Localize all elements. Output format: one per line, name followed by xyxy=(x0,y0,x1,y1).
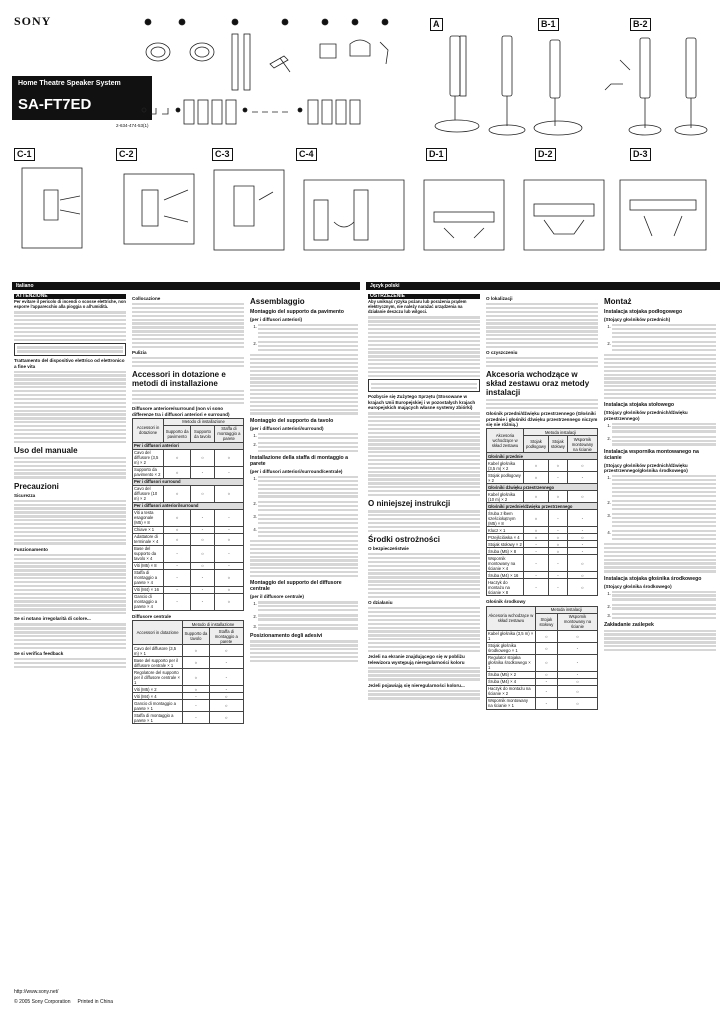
front-accessories-table: Accessori in dotazione Metodo di installazione Supporto da pavimento Supporto da tavolo Staffa di montaggio a parete Per i diffusori anteriori Cavo del diffusore (3,5 m) × 2 ○ ○ ○ Supporto da pavimento × 2 ○ - - Per i diffusori surround Cavo del diffusore (10 m) × 2 ○ ○ ○ Per i diffusori anteriori/surround Viti a testa esagonale (M5) × 8 ○ - - Chiave × 1 ○ - - Adattatore di terminale × 4 ○ ○ ○ Base del supporto da tavolo × 4 - ○ - Viti (M5) × 8 - ○ - Staffa di montaggio a parete × 4 - - ○ Viti (M4) × 16 - - ○ Gancio di montaggio a parete × 4 - - ○ xyxy=(132,418,244,611)
pl-pads-title: Zakładanie zaślepek xyxy=(604,621,654,628)
italian-column-2 xyxy=(132,294,244,984)
table-cell: - xyxy=(164,586,191,593)
table-row xyxy=(133,562,244,569)
language-bar-italian: Italiano xyxy=(12,282,360,290)
table-stand-sub: (per i diffusori anteriori/surround) xyxy=(250,425,324,431)
table-cell: - xyxy=(191,466,215,478)
center-table-title: Diffusore centrale xyxy=(132,613,172,619)
table-cell: ○ xyxy=(183,669,209,686)
table-cell: - xyxy=(191,526,215,533)
table-section-label: Per i diffusori surround xyxy=(133,478,244,485)
table-cell: ○ xyxy=(524,534,549,541)
pl-floor-sub: (Stojący głośników przednich) xyxy=(604,317,671,322)
table-cell: - xyxy=(548,472,567,484)
figure-tag-c2: C-2 xyxy=(116,148,137,161)
pl-front-table-title: Głośnik przedni/dźwięku przestrzennego (Głośniki przednie i głośniki dźwięku przestrzennego niczym się nie różnią.) xyxy=(486,411,598,428)
table-cell: - xyxy=(567,472,597,484)
title-bar xyxy=(12,76,152,120)
table-row xyxy=(133,645,244,657)
figure-tag-d3: D-3 xyxy=(630,148,651,161)
product-title: Uso del manuale xyxy=(14,445,78,455)
table-row-label: Chiave × 1 xyxy=(133,526,164,533)
table-row xyxy=(487,678,598,685)
figure-tag-b1: B-1 xyxy=(538,18,559,31)
table-cell: - xyxy=(183,693,209,700)
table-cell: ○ xyxy=(548,541,567,548)
table-row-label: Viti (M5) × 2 xyxy=(133,686,183,693)
printed-in: Printed in China xyxy=(77,999,114,1005)
pl-table-title: Instalacja stojaka stołowego xyxy=(604,402,675,409)
table-row xyxy=(133,657,244,669)
table-cell: ○ xyxy=(183,645,209,657)
pl-warning-text: Aby uniknąć ryzyka pożaru lub porażenia prądem elektrycznym, nie należy narażać urządzenia na działanie deszczu lub wilgoci. xyxy=(368,299,467,315)
table-row xyxy=(487,527,598,534)
table-cell: - xyxy=(557,642,597,654)
color-irregularity-title: Se si notano irregolarità di colore... xyxy=(14,616,91,622)
polish-column-1 xyxy=(368,294,480,984)
table-row-label: Viti a testa esagonale (M5) × 8 xyxy=(133,509,164,526)
table-row xyxy=(133,449,244,466)
table-cell: - xyxy=(557,671,597,678)
table-row-label: Haczyk do montażu na ścianie × 2 xyxy=(487,685,536,697)
table-cell: ○ xyxy=(548,460,567,472)
pl-front-accessories-table: Akcesoria wchodzące w skład zestawu Metoda instalacji Stojak podłogowy Stojak stołowy Wspornik montowany na ścianie Głośniki przednie Kabel głośnika (3,5 m) × 2 ○ ○ ○ Stojak podłogowy × 2 ○ - - Głośniki dźwięku przestrzennego Kabel głośnika (10 m) × 2 ○ ○ ○ Głośniki przednie/dźwięku przestrzennego Śruba z łbem sześciokątnym (M5) × 8 ○ - - Klucz × 1 ○ - - Przejściówka × 4 ○ ○ ○ Stojak stołowy × 2 - ○ - Śruba (M5) × 8 - ○ - Wspornik montowany na ścianie × 4 - - ○ Śruba (M4) × 16 - - ○ Haczyk do montażu na ścianie × 8 - - ○ xyxy=(486,428,598,596)
table-cell: ○ xyxy=(191,533,215,545)
table-cell: ○ xyxy=(557,685,597,697)
warning-text: Per evitare il pericolo di incendi o scosse elettriche, non esporre l'apparecchio alla pioggia o all'umidità. xyxy=(14,299,126,310)
center-accessories-table: Accessori in dotazione Metodo di installazione Supporto da tavolo Staffa di montaggio a parete Cavo del diffusore (3,5 m) × 1 ○ ○ Base del supporto per il diffusore centrale × 1 ○ - Regolatore del supporto per il diffusore centrale × 1 ○ - Viti (M5) × 2 ○ - Viti (M4) × 4 - ○ Gancio di montaggio a parete × 1 - ○ Staffa di montaggio a parete × 1 - ○ xyxy=(132,620,244,724)
table-row-label: Śruba (M5) × 8 xyxy=(487,548,524,555)
table-row xyxy=(133,700,244,712)
table-row-label: Gancio di montaggio a parete × 1 xyxy=(133,700,183,712)
cleaning-title: Pulizia xyxy=(132,350,147,356)
table-cell: ○ xyxy=(214,586,243,593)
table-row-label: Staffa di montaggio a parete × 4 xyxy=(133,569,164,586)
table-stand-title: Montaggio del supporto da tavolo xyxy=(250,417,334,424)
pl-precautions-title: Środki ostrożności xyxy=(368,534,441,544)
assembly-title: Assemblaggio xyxy=(250,297,305,306)
table-row-label: Adattatore di terminale × 4 xyxy=(133,533,164,545)
table-row xyxy=(133,693,244,700)
table-cell: - xyxy=(548,510,567,527)
table-cell: - xyxy=(214,562,243,569)
accessories-illustration xyxy=(140,14,420,134)
pl-wall-sub: (Stojący głośników przednich/dźwięku przestrzennego/głośnika środkowego) xyxy=(604,462,688,474)
table-row xyxy=(133,686,244,693)
table-row-label: Regulator stojaka głośnika środkowego × 1 xyxy=(487,654,536,671)
pl-cleaning-title: O czyszczeniu xyxy=(486,350,518,356)
table-cell: ○ xyxy=(164,466,191,478)
language-bar-polish: Język polski xyxy=(366,282,720,290)
table-cell: - xyxy=(214,526,243,533)
table-cell: ○ xyxy=(214,593,243,610)
table-cell: - xyxy=(164,562,191,569)
table-cell: ○ xyxy=(164,509,191,526)
table-cell: - xyxy=(548,527,567,534)
table-row xyxy=(133,466,244,478)
table-row-label: Viti (M4) × 4 xyxy=(133,693,183,700)
table-row-label: Wspornik montowany na ścianie × 1 xyxy=(487,697,536,709)
document-subtitle: Home Theatre Speaker System xyxy=(18,80,121,87)
table-cell: ○ xyxy=(567,555,597,572)
floor-stand-title: Montaggio del supporto da pavimento xyxy=(250,309,344,315)
installation-title: Collocazione xyxy=(132,296,161,301)
table-cell: - xyxy=(209,669,243,686)
table-row xyxy=(133,669,244,686)
table-cell: - xyxy=(535,685,557,697)
table-section-label: Per i diffusori anteriori xyxy=(133,442,244,449)
table-cell: - xyxy=(183,712,209,724)
table-cell: ○ xyxy=(535,654,557,671)
table-cell: - xyxy=(164,593,191,610)
pl-wall-title: Instalacja wspornika montowanego na ścianie xyxy=(604,448,699,461)
table-row-label: Regolatore del supporto per il diffusore centrale × 1 xyxy=(133,669,183,686)
table-row-label: Base del supporto per il diffusore centrale × 1 xyxy=(133,657,183,669)
table-cell: ○ xyxy=(548,534,567,541)
table-row xyxy=(133,533,244,545)
table-cell: ○ xyxy=(191,485,215,502)
table-row-label: Viti (M5) × 8 xyxy=(133,562,164,569)
pl-center-table-title: Głośnik środkowy xyxy=(486,599,526,605)
table-section-label: Per i diffusori anteriori/surround xyxy=(133,502,244,509)
table-cell: ○ xyxy=(209,712,243,724)
center-stand-title: Montaggio del supporto del diffusore centrale xyxy=(250,580,342,593)
table-cell: - xyxy=(524,548,549,555)
table-section-row xyxy=(133,478,244,485)
table-row-label: Śruba (M4) × 16 xyxy=(487,572,524,579)
table-cell: - xyxy=(191,586,215,593)
table-cell: ○ xyxy=(524,460,549,472)
pl-operation-subtitle: O działaniu xyxy=(368,600,393,606)
table-row-label: Śruba (M4) × 4 xyxy=(487,678,536,685)
howling-title: Se si verifica feedback xyxy=(14,651,64,657)
model-name: SA-FT7ED xyxy=(18,96,92,113)
table-cell: ○ xyxy=(209,700,243,712)
table-section-row xyxy=(133,502,244,509)
accessories-title: Accessori in dotazione e metodi di installazione xyxy=(132,370,226,389)
table-cell: ○ xyxy=(183,657,209,669)
table-row-label: Gancio di montaggio a parete × 4 xyxy=(133,593,164,610)
table-cell: ○ xyxy=(191,562,215,569)
table-cell: - xyxy=(214,509,243,526)
figure-tag-b2: B-2 xyxy=(630,18,651,31)
wall-bracket-sub: (per i diffusori anteriori/surround/centrale) xyxy=(250,468,343,474)
table-row xyxy=(487,510,598,527)
table-cell: ○ xyxy=(567,572,597,579)
pads-title: Posizionamento degli adesivi xyxy=(250,632,323,639)
brand-logo: SONY xyxy=(14,14,52,28)
pl-howl-title: Jeżeli pojawiają się nieregularności koloru... xyxy=(368,682,465,688)
table-section-label: Głośniki dźwięku przestrzennego xyxy=(487,484,598,491)
pl-accessories-title: Akcesoria wchodzące w skład zestawu oraz metody instalacji xyxy=(486,370,590,398)
figure-tag-d2: D-2 xyxy=(535,148,556,161)
table-row xyxy=(487,654,598,671)
table-cell: ○ xyxy=(164,449,191,466)
table-row xyxy=(487,534,598,541)
table-cell: - xyxy=(214,466,243,478)
table-cell: - xyxy=(548,572,567,579)
pl-location-title: O lokalizacji xyxy=(486,296,513,301)
table-cell: ○ xyxy=(214,485,243,502)
pl-floor-title: Instalacja stojaka podłogowego xyxy=(604,309,683,315)
safety-subtitle: Sicurezza xyxy=(14,492,36,498)
table-cell: - xyxy=(209,657,243,669)
table-row xyxy=(487,697,598,709)
table-row xyxy=(133,509,244,526)
table-row-label: Supporto da pavimento × 2 xyxy=(133,466,164,478)
table-row-label: Haczyk do montażu na ścianie × 8 xyxy=(487,579,524,596)
table-cell: ○ xyxy=(209,645,243,657)
operation-subtitle: Funzionamento xyxy=(14,546,48,552)
table-cell: ○ xyxy=(164,533,191,545)
table-cell: ○ xyxy=(567,460,597,472)
pl-color-title: Jeżeli na ekranie znajdującego się w pobliżu telewizora występują nieregularności koloru xyxy=(368,654,465,665)
table-cell: ○ xyxy=(191,545,215,562)
table-row-label: Kabel głośnika (10 m) × 2 xyxy=(487,491,524,503)
italian-column-3 xyxy=(250,294,358,984)
table-row xyxy=(133,526,244,533)
table-cell: - xyxy=(164,569,191,586)
figure-tag-c3: C-3 xyxy=(212,148,233,161)
table-cell: - xyxy=(548,579,567,596)
italian-column-1 xyxy=(14,294,126,984)
table-cell: ○ xyxy=(214,569,243,586)
table-row xyxy=(487,572,598,579)
table-row xyxy=(487,460,598,472)
table-cell: ○ xyxy=(567,534,597,541)
table-cell: ○ xyxy=(535,671,557,678)
table-row-label: Staffa di montaggio a parete × 1 xyxy=(133,712,183,724)
figure-tag-a: A xyxy=(430,18,443,31)
polish-column-2 xyxy=(486,294,598,984)
pl-assembly-title: Montaż xyxy=(604,297,632,306)
table-row xyxy=(133,586,244,593)
table-row-label: Wspornik montowany na ścianie × 4 xyxy=(487,555,524,572)
table-cell: ○ xyxy=(524,510,549,527)
table-cell: - xyxy=(524,541,549,548)
table-row xyxy=(133,545,244,562)
table-cell: ○ xyxy=(164,485,191,502)
table-section-row xyxy=(487,484,598,491)
table-row xyxy=(487,491,598,503)
table-cell: - xyxy=(191,569,215,586)
table-cell: ○ xyxy=(548,548,567,555)
pl-center-stand-title: Instalacja stojaka głośnika środkowego xyxy=(604,575,702,582)
table-cell: - xyxy=(191,593,215,610)
pl-product-title: O niniejszej instrukcji xyxy=(368,499,451,509)
table-row-label: Stojak stołowy × 2 xyxy=(488,541,522,547)
table-cell: ○ xyxy=(524,491,549,503)
table-cell: - xyxy=(524,579,549,596)
table-cell: ○ xyxy=(183,686,209,693)
center-stand-sub: (per il diffusore centrale) xyxy=(250,594,304,600)
table-row-label: Kabel głośnika (3,5 m) × 1 xyxy=(487,630,536,642)
copyright xyxy=(14,999,113,1005)
table-row-label: Stojak głośnika środkowego × 1 xyxy=(487,642,536,654)
table-cell: - xyxy=(183,700,209,712)
table-row xyxy=(133,712,244,724)
pl-center-accessories-table: Akcesoria wchodzące w skład zestawu Metoda instalacji Stojak stołowy Wspornik montowany na ścianie Kabel głośnika (3,5 m) × 1 ○ ○ Stojak głośnika środkowego × 1 ○ - Regulator stojaka głośnika środkowego × 1 ○ - Śruba (M5) × 2 ○ - Śruba (M4) × 4 - ○ Haczyk do montażu na ścianie × 2 - ○ Wspornik montowany na ścianie × 1 - ○ xyxy=(486,606,598,710)
table-cell: ○ xyxy=(548,491,567,503)
table-row xyxy=(487,630,598,642)
table-cell: - xyxy=(191,509,215,526)
speaker-assembly-illustration xyxy=(430,30,720,140)
table-section-row xyxy=(487,453,598,460)
pl-safety-subtitle: O bezpieczeństwie xyxy=(368,545,409,551)
table-row-label: Cavo del diffusore (3,5 m) × 1 xyxy=(133,645,183,657)
table-cell: - xyxy=(524,555,549,572)
figure-tag-d1: D-1 xyxy=(426,148,447,161)
table-cell: ○ xyxy=(214,449,243,466)
table-row-label: Cavo del diffusore (10 m) × 2 xyxy=(133,485,164,502)
part-number: 2-634-474-53(1) xyxy=(116,123,149,128)
figure-tag-c4: C-4 xyxy=(296,148,317,161)
table-cell: ○ xyxy=(209,693,243,700)
table-row xyxy=(133,569,244,586)
table-cell: ○ xyxy=(524,472,549,484)
table-cell: - xyxy=(567,548,597,555)
pl-disposal-title: Pozbycie się Zużytego Sprzętu (Stosowane w krajach Unii Europejskiej i w pozostałych krajach europejskich mających własne systemy zbiórki) xyxy=(368,394,476,411)
sony-url[interactable]: http://www.sony.net/ xyxy=(14,989,59,995)
table-row-label: Klucz × 1 xyxy=(487,527,524,534)
pl-table-sub: (Stojący głośników przednich/dźwięku przestrzennego) xyxy=(604,410,688,421)
table-row xyxy=(487,555,598,572)
precautions-title: Precauzioni xyxy=(14,481,59,491)
table-section-label: Głośniki przednie xyxy=(487,453,598,460)
table-cell: - xyxy=(209,686,243,693)
warning-title: ATTENZIONE xyxy=(14,294,126,299)
table-row-label: Cavo del diffusore (3,5 m) × 2 xyxy=(133,449,164,466)
table-cell: ○ xyxy=(214,533,243,545)
table-row xyxy=(487,685,598,697)
table-cell: - xyxy=(524,572,549,579)
copyright-text: © 2005 Sony Corporation xyxy=(14,999,71,1005)
table-cell: - xyxy=(214,545,243,562)
table-cell: ○ xyxy=(557,630,597,642)
table-row xyxy=(487,548,598,555)
pl-warning-title: OSTRZEŻENIE xyxy=(368,294,480,299)
table-row xyxy=(487,541,598,548)
table-cell: - xyxy=(164,545,191,562)
table-cell: ○ xyxy=(567,491,597,503)
table-row-label: Viti (M4) × 16 xyxy=(133,586,164,593)
polish-column-3 xyxy=(604,294,716,984)
table-row xyxy=(487,642,598,654)
table-row xyxy=(487,472,598,484)
table-row xyxy=(487,671,598,678)
table-row xyxy=(133,485,244,502)
table-cell: ○ xyxy=(535,642,557,654)
pl-center-stand-sub: (Stojący głośnika środkowego) xyxy=(604,583,672,589)
figure-tag-c1: C-1 xyxy=(14,148,35,161)
wall-bracket-title: Installazione della staffa di montaggio a parete xyxy=(250,454,349,467)
front-table-title: Diffusore anteriore/surround (non vi sono differenze tra i diffusori anteriori e surround) xyxy=(132,406,230,417)
table-row-label: Stojak podłogowy × 2 xyxy=(487,472,524,484)
table-row xyxy=(487,579,598,596)
table-row-label: Base del supporto da tavolo × 4 xyxy=(133,545,164,562)
floor-stand-sub: (per i diffusori anteriori) xyxy=(250,317,303,322)
table-cell: - xyxy=(535,697,557,709)
table-cell: - xyxy=(548,555,567,572)
wall-mount-illustration xyxy=(14,160,714,280)
table-cell: ○ xyxy=(191,449,215,466)
table-section-label: Głośniki przednie/dźwięku przestrzennego xyxy=(487,503,598,510)
table-cell: ○ xyxy=(535,630,557,642)
table-cell: - xyxy=(567,510,597,527)
table-cell: - xyxy=(567,527,597,534)
table-row-label: Kabel głośnika (3,5 m) × 2 xyxy=(487,460,524,472)
table-row-label: Śruba z łbem sześciokątnym (M5) × 8 xyxy=(487,510,524,527)
table-cell: - xyxy=(567,541,597,548)
table-cell: ○ xyxy=(524,527,549,534)
table-cell: - xyxy=(535,678,557,685)
table-cell: ○ xyxy=(557,697,597,709)
table-cell: ○ xyxy=(164,526,191,533)
table-section-row xyxy=(487,503,598,510)
table-cell: ○ xyxy=(567,579,597,596)
disposal-title: Trattamento del dispositivo elettrico od elettronico a fine vita xyxy=(14,358,125,369)
table-cell: ○ xyxy=(557,678,597,685)
table-cell: - xyxy=(557,654,597,671)
table-row-label: Przejściówka × 4 xyxy=(487,534,524,541)
table-section-row xyxy=(133,442,244,449)
table-row-label: Śruba (M5) × 2 xyxy=(487,671,536,678)
table-row xyxy=(133,593,244,610)
